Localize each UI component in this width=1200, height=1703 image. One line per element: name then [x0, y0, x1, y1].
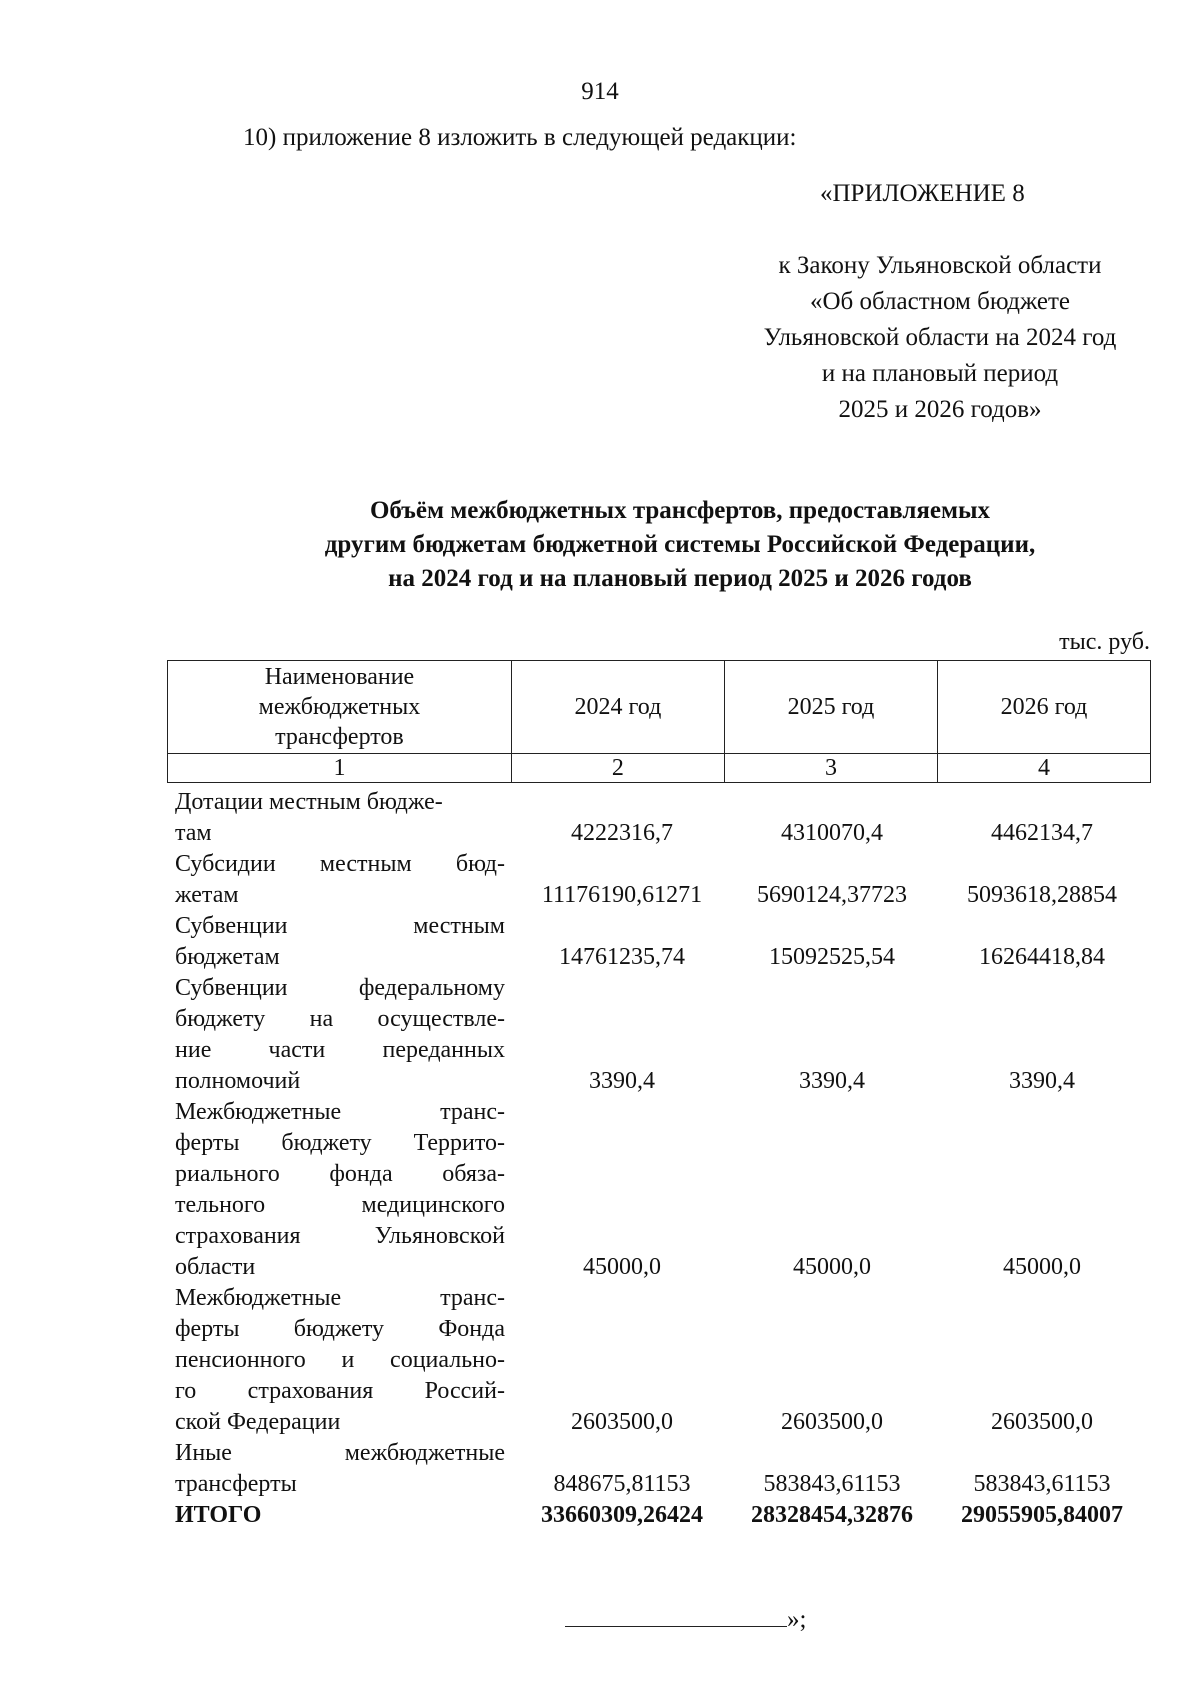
row-name-line: полномочий	[175, 1068, 301, 1094]
row-name-line: риального фонда обяза-	[175, 1161, 505, 1187]
law-reference-line: «Об областном бюджете	[809, 288, 1071, 315]
row-name-line: го страхования Россий-	[175, 1378, 505, 1404]
law-reference-line: и на плановый период	[821, 360, 1059, 387]
table-body	[175, 787, 1155, 1531]
units-label: тыс. руб.	[1059, 629, 1150, 655]
law-reference	[720, 248, 1160, 428]
value-2025: 3390,4	[799, 1068, 865, 1094]
table-row	[175, 973, 1155, 1097]
row-name-line: тельного медицинского	[175, 1192, 505, 1218]
row-name-line: ферты бюджету Фонда	[175, 1316, 505, 1342]
value-2024: 3390,4	[589, 1068, 655, 1094]
value-2025: 45000,0	[793, 1254, 871, 1280]
document-title	[150, 494, 1200, 596]
value-2026: 5093618,28854	[967, 882, 1117, 908]
row-name	[175, 973, 505, 1097]
value-2025: 15092525,54	[769, 944, 895, 970]
value-2024: 11176190,61271	[541, 882, 703, 908]
document-title-line: другим бюджетам бюджетной системы Российской Федерации,	[324, 531, 1036, 558]
column-number: 3	[724, 754, 937, 783]
law-reference-line: Ульяновской области на 2024 год	[763, 324, 1117, 351]
row-name-line: бюджету на осуществле-	[175, 1006, 505, 1032]
table-row	[175, 1283, 1155, 1438]
row-name	[175, 787, 505, 849]
instruction-text: 10) приложение 8 изложить в следующей редакции:	[243, 124, 797, 151]
appendix-title: «ПРИЛОЖЕНИЕ 8	[820, 180, 1025, 207]
closing-underline	[565, 1604, 787, 1627]
total-2026: 29055905,84007	[961, 1502, 1123, 1528]
row-name-line: Субсидии местным бюд-	[175, 851, 505, 877]
row-name-line: Межбюджетные транс-	[175, 1099, 505, 1125]
value-2024: 45000,0	[583, 1254, 661, 1280]
value-2024: 14761235,74	[559, 944, 685, 970]
header-2025: 2025 год	[724, 661, 937, 754]
row-name-line: Иные межбюджетные	[175, 1440, 505, 1466]
value-2025: 583843,61153	[763, 1471, 901, 1497]
row-name-line: бюджетам	[175, 944, 280, 970]
total-2024: 33660309,26424	[541, 1502, 703, 1528]
row-name-line: Дотации местным бюдже-	[175, 789, 443, 815]
value-2024: 4222316,7	[571, 820, 673, 846]
value-2024: 848675,81153	[553, 1471, 691, 1497]
column-number: 1	[168, 754, 512, 783]
value-2025: 4310070,4	[781, 820, 883, 846]
document-title-line: Объём межбюджетных трансфертов, предоставляемых	[369, 497, 991, 524]
closing-mark	[565, 1604, 806, 1634]
row-name-line: Субвенции федеральному	[175, 975, 505, 1001]
row-name-line: ферты бюджету Террито-	[175, 1130, 505, 1156]
law-reference-line: к Закону Ульяновской области	[778, 252, 1102, 279]
header-name-line: трансфертов	[275, 724, 404, 750]
value-2026: 16264418,84	[979, 944, 1105, 970]
table-row	[175, 911, 1155, 973]
table-row	[175, 787, 1155, 849]
row-name-line: жетам	[175, 882, 239, 908]
header-name-line: межбюджетных	[258, 694, 421, 720]
row-name-line: трансферты	[175, 1471, 297, 1497]
value-2024: 2603500,0	[571, 1409, 673, 1435]
row-name-line: страхования Ульяновской	[175, 1223, 505, 1249]
row-name-line: ской Федерации	[175, 1409, 341, 1435]
column-number: 4	[937, 754, 1150, 783]
law-reference-line: 2025 и 2026 годов»	[838, 396, 1042, 423]
value-2026: 45000,0	[1003, 1254, 1081, 1280]
table-row-total	[175, 1500, 1155, 1531]
row-name	[175, 1283, 505, 1438]
row-name-line: Субвенции местным	[175, 913, 505, 939]
row-name-line: там	[175, 820, 212, 846]
table-row	[175, 849, 1155, 911]
header-2024: 2024 год	[511, 661, 724, 754]
row-name-line: пенсионного и социально-	[175, 1347, 505, 1373]
header-name	[168, 661, 512, 754]
row-name: ИТОГО	[175, 1502, 262, 1528]
row-name	[175, 911, 505, 973]
page-number: 914	[581, 78, 619, 105]
column-number: 2	[511, 754, 724, 783]
table-row	[175, 1438, 1155, 1500]
total-2025: 28328454,32876	[751, 1502, 913, 1528]
row-name	[175, 849, 505, 911]
table-header	[167, 660, 1151, 783]
value-2026: 583843,61153	[973, 1471, 1111, 1497]
row-name-line: области	[175, 1254, 256, 1280]
header-name-line: Наименование	[264, 664, 415, 690]
table-row	[175, 1097, 1155, 1283]
row-name	[175, 1438, 505, 1500]
closing-quote: »;	[787, 1606, 807, 1633]
value-2026: 2603500,0	[991, 1409, 1093, 1435]
value-2026: 4462134,7	[991, 820, 1093, 846]
value-2025: 2603500,0	[781, 1409, 883, 1435]
row-name	[175, 1097, 505, 1283]
header-2026: 2026 год	[937, 661, 1150, 754]
value-2026: 3390,4	[1009, 1068, 1075, 1094]
row-name-line: ние части переданных	[175, 1037, 505, 1063]
document-title-line: на 2024 год и на плановый период 2025 и 2026 годов	[388, 565, 972, 592]
value-2025: 5690124,37723	[757, 882, 907, 908]
row-name-line: Межбюджетные транс-	[175, 1285, 505, 1311]
